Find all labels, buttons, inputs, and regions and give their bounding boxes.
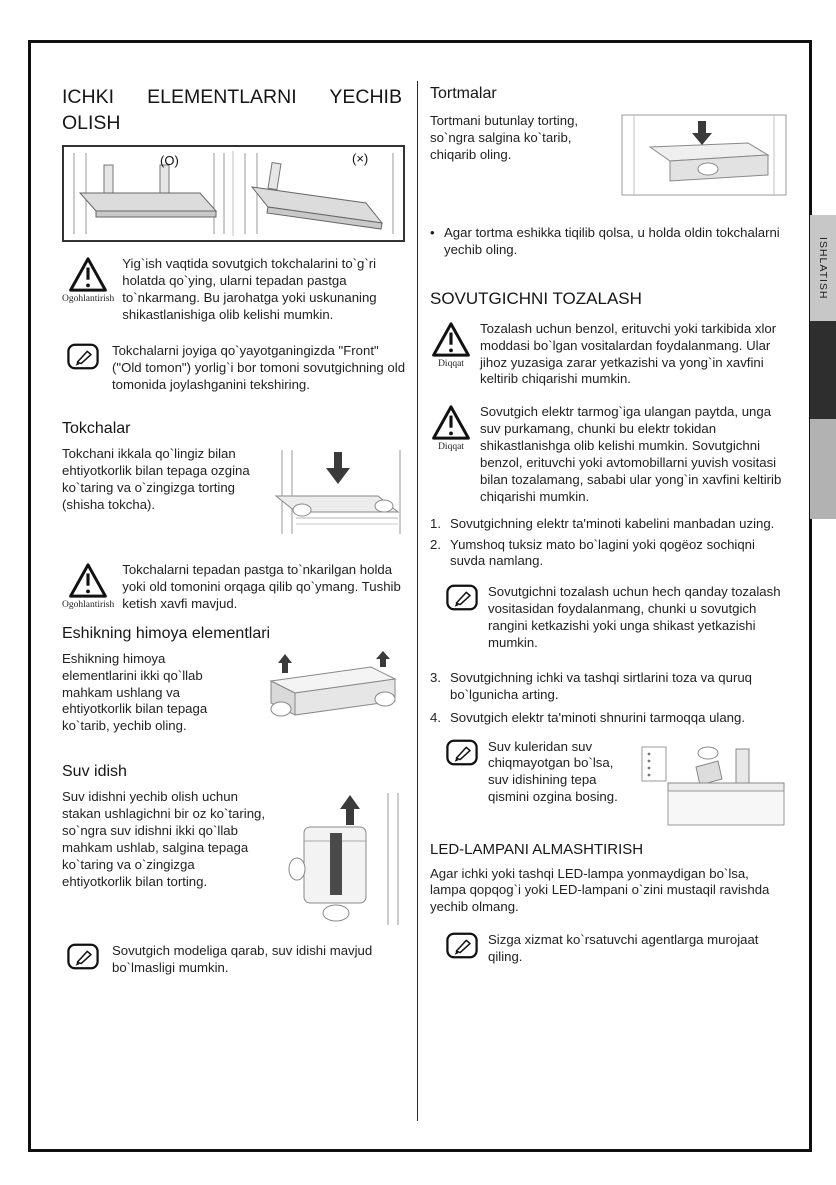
x-mark: (×) <box>352 150 369 166</box>
suv-idish-text: Suv idishni yechib olish uchun stakan ushlagichni bir oz ko`taring, so`ngra suv idishni ikki qo`llab mahkam ushlab, salgina tepaga ko`taring va o`zingizga ehtiyotkorlik bilan torting. <box>62 789 266 889</box>
warning-block-electric <box>430 404 788 505</box>
step-number: 2. <box>430 536 441 552</box>
right-column <box>430 43 788 966</box>
step-text: Sovutgichning elektr ta'minoti kabelini manbadan uzing. <box>450 515 775 531</box>
side-tab-ishlatish <box>810 215 836 321</box>
note-pencil-icon <box>446 739 478 766</box>
suv-idish-section <box>62 789 408 929</box>
figure-drawer <box>620 113 788 201</box>
note-pencil-icon <box>446 584 478 611</box>
tortmalar-text: Tortmani butunlay torting, so`ngra salgina ko`tarib, chiqarib oling. <box>430 113 579 162</box>
bullet-marker: • <box>430 225 435 240</box>
page-border <box>28 40 812 1152</box>
warning-block-benzol <box>430 321 788 389</box>
side-tab-label: ISHLATISH <box>817 236 829 300</box>
warning-block-shelf-carry <box>62 562 408 613</box>
note-block-water-tank <box>62 943 408 977</box>
note-block-cleaning <box>430 584 788 652</box>
warning-text: Tozalash uchun benzol, erituvchi yoki tarkibida xlor moddasi bo`lgan vositalardan foydalanmang. Ular jihoz yuzasiga zarar yetkazishi va yong`in xavfini keltirib chiqarishi mumkin. <box>480 320 777 387</box>
step-text: Sovutgichning ichki va tashqi sirtlarini toza va quruq bo`lgunicha arting. <box>450 669 753 702</box>
step-number: 3. <box>430 669 441 685</box>
note-text: Sizga xizmat ko`rsatuvchi agentlarga murojaat qiling. <box>488 932 759 965</box>
heading-tokchalar: Tokchalar <box>62 420 131 438</box>
tokchalar-section <box>62 446 408 538</box>
bullet-item-drawer <box>430 225 788 259</box>
side-tab-gray-block <box>810 419 836 519</box>
step-2 <box>430 537 788 571</box>
warning-text: Sovutgich elektr tarmog`iga ulangan paytda, unga suv purkamang, chunki bu elektr tokidan shikastlanishga olib kelishi mumkin. Sovutgichni benzol, erituvchi yoki avtomobillarni yuvish vositasi bilan tozalamang, sababi ular yong`in xavfini keltirib chiqarishi mumkin. <box>480 404 782 504</box>
step-3 <box>430 670 788 704</box>
left-column <box>62 43 408 977</box>
warning-label: Diqqat <box>438 358 464 369</box>
warning-label: Ogohlantirish <box>62 600 115 611</box>
warning-text: Tokchalarni tepadan pastga to`nkarilgan holda yoki old tomonini orqaga qilib qo`ymang. Tushib ketish xavfi mavjud. <box>122 562 401 611</box>
warning-icon <box>431 404 471 441</box>
section-title-ichki-elementlar <box>62 85 402 137</box>
figure-shelf-remove <box>268 446 408 538</box>
note-pencil-icon <box>446 932 478 959</box>
tortmalar-section <box>430 113 788 201</box>
led-text: Agar ichki yoki tashqi LED-lampa yonmaydigan bo`lsa, lampa qopqog`i yoki LED-lampani o`zini mustaqil ravishda yechib olmang. <box>430 865 770 915</box>
step-text: Yumshoq tuksiz mato bo`lagini yoki qogëoz sochiqni suvda namlang. <box>450 536 755 569</box>
figure-water-tank <box>276 789 408 929</box>
column-divider <box>417 81 418 1121</box>
heading-tortmalar: Tortmalar <box>430 85 497 102</box>
heading-eshik: Eshikning himoya elementlari <box>62 624 271 642</box>
eshik-text: Eshikning himoya elementlarini ikki qo`llab mahkam ushlang va ehtiyotkorlik bilan tepaga ko`tarib, yechib oling. <box>62 650 208 734</box>
step-number: 4. <box>430 709 441 725</box>
title-line-1: ICHKI ELEMENTLARNI YECHIB <box>62 86 402 108</box>
step-1 <box>430 516 788 533</box>
step-text: Sovutgich elektr ta'minoti shnurini tarmoqqa ulang. <box>450 709 745 725</box>
title-line-2: OLISH <box>62 111 121 134</box>
heading-tozalash: SOVUTGICHNI TOZALASH <box>430 288 642 308</box>
warning-text: Yig`ish vaqtida sovutgich tokchalarini to`g`ri holatda qo`ying, ularni tepadan pastga to`nkarmang. Bu jarohatga yoki uskunaning shikastlanishiga olib kelishi mumkin. <box>122 255 377 322</box>
step-number: 1. <box>430 515 441 531</box>
note-pencil-icon <box>67 943 99 970</box>
warning-block-shelf-install <box>62 256 408 324</box>
figure-shelf-orientation <box>62 145 405 242</box>
figure-water-dispenser <box>638 739 788 831</box>
warning-icon <box>68 256 108 293</box>
heading-led-lampa: LED-LAMPANI ALMASHTIRISH <box>430 840 644 858</box>
note-text: Sovutgichni tozalash uchun hech qanday tozalash vositasidan foydalanmang, chunki u sovutgich rangini ketkazishi yoki unga shikast yetkazishi mumkin. <box>488 584 781 651</box>
ok-mark: (O) <box>160 152 179 168</box>
note-pencil-icon <box>67 343 99 370</box>
note-block-service <box>430 932 788 966</box>
heading-suv-idish: Suv idish <box>62 763 127 781</box>
step-4 <box>430 710 788 727</box>
warning-label: Ogohlantirish <box>62 293 115 304</box>
figure-door-bin <box>253 651 408 729</box>
note-text: Sovutgich modeliga qarab, suv idishi mavjud bo`lmasligi mumkin. <box>112 943 373 976</box>
warning-label: Diqqat <box>438 442 464 453</box>
note-text: Tokchalarni joyiga qo`yayotganingizda "Front" ("Old tomon") yorlig`i bor tomoni sovutgichning old tomonida joylashganini tekshiring. <box>112 343 406 393</box>
eshik-section <box>62 651 408 735</box>
note-block-front-label <box>62 343 408 394</box>
warning-icon <box>68 562 108 599</box>
note-block-dispenser <box>430 739 788 831</box>
note-text: Suv kuleridan suv chiqmayotgan bo`lsa, suv idishining tepa qismini ozgina bosing. <box>488 738 618 805</box>
side-tab-dark-block <box>810 321 836 419</box>
bullet-text: Agar tortma eshikka tiqilib qolsa, u holda oldin tokchalarni yechib oling. <box>444 225 780 257</box>
warning-icon <box>431 321 471 358</box>
tokchalar-text: Tokchani ikkala qo`lingiz bilan ehtiyotkorlik bilan tepaga ozgina ko`taring va o`zingizga torting (shisha tokcha). <box>62 446 250 512</box>
